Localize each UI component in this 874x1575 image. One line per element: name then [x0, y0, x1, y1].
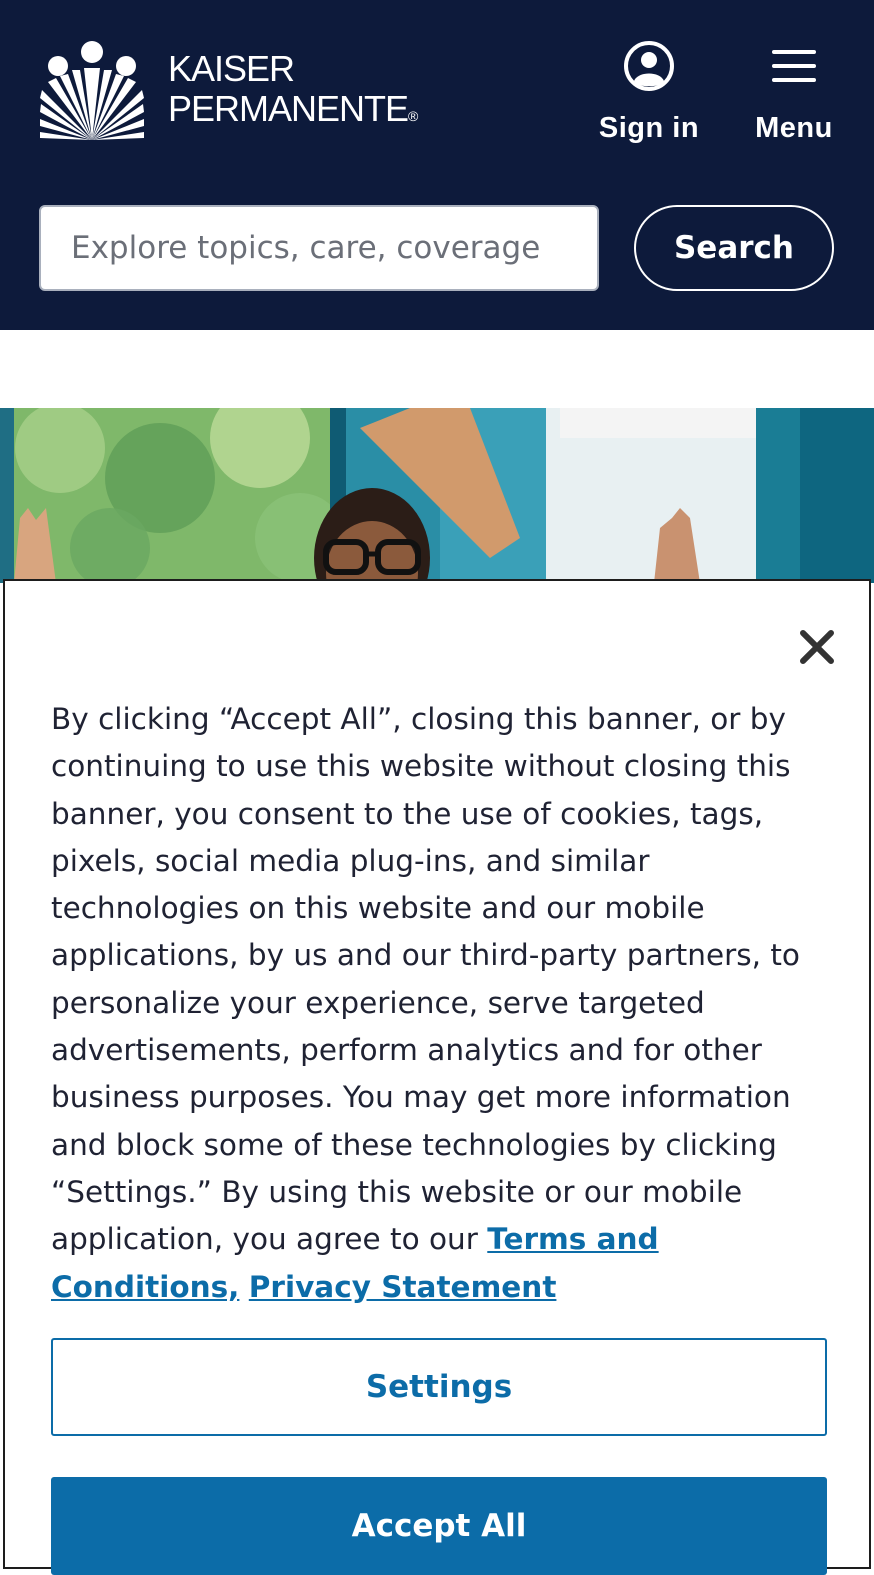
accept-all-button[interactable]: Accept All — [51, 1477, 827, 1575]
logo-line-2: PERMANENTE — [168, 87, 409, 129]
privacy-statement-link[interactable]: Privacy Statement — [248, 1269, 557, 1304]
close-icon[interactable] — [797, 627, 837, 667]
hero-photo — [0, 408, 874, 583]
cookie-banner — [3, 579, 871, 1569]
registered-mark: ® — [408, 107, 419, 124]
menu-label: Menu — [755, 112, 833, 144]
hamburger-icon — [768, 40, 820, 92]
search-input[interactable] — [39, 205, 599, 291]
logo-wordmark — [168, 45, 418, 136]
settings-button[interactable]: Settings — [51, 1338, 827, 1436]
kaiser-logo-mark-icon — [38, 40, 146, 140]
sign-in-label: Sign in — [598, 112, 700, 144]
hero-image — [0, 408, 874, 583]
site-header — [0, 0, 874, 330]
cookie-consent-text — [51, 696, 841, 1311]
menu-button[interactable] — [746, 40, 842, 152]
search-button[interactable]: Search — [634, 205, 834, 291]
user-circle-icon — [623, 40, 675, 92]
cookie-consent-body: By clicking “Accept All”, closing this banner, or by continuing to use this website without closing this banner, you consent to the use of cookies, tags, pixels, social media plug-ins, and similar technologies on this website and our mobile applications, by us and our third-party partners, to personalize your experience, serve targeted advertisements, perform analytics and for other business purposes. You may get more information and block some of these technologies by clicking “Settings.” By using this website or our mobile application, you agree to our — [51, 702, 800, 1257]
sign-in-button[interactable] — [592, 40, 706, 152]
terms-and-conditions-link[interactable]: Terms and Conditions, — [51, 1222, 659, 1304]
kaiser-permanente-logo[interactable] — [38, 38, 418, 142]
logo-line-1: KAISER — [168, 47, 295, 89]
